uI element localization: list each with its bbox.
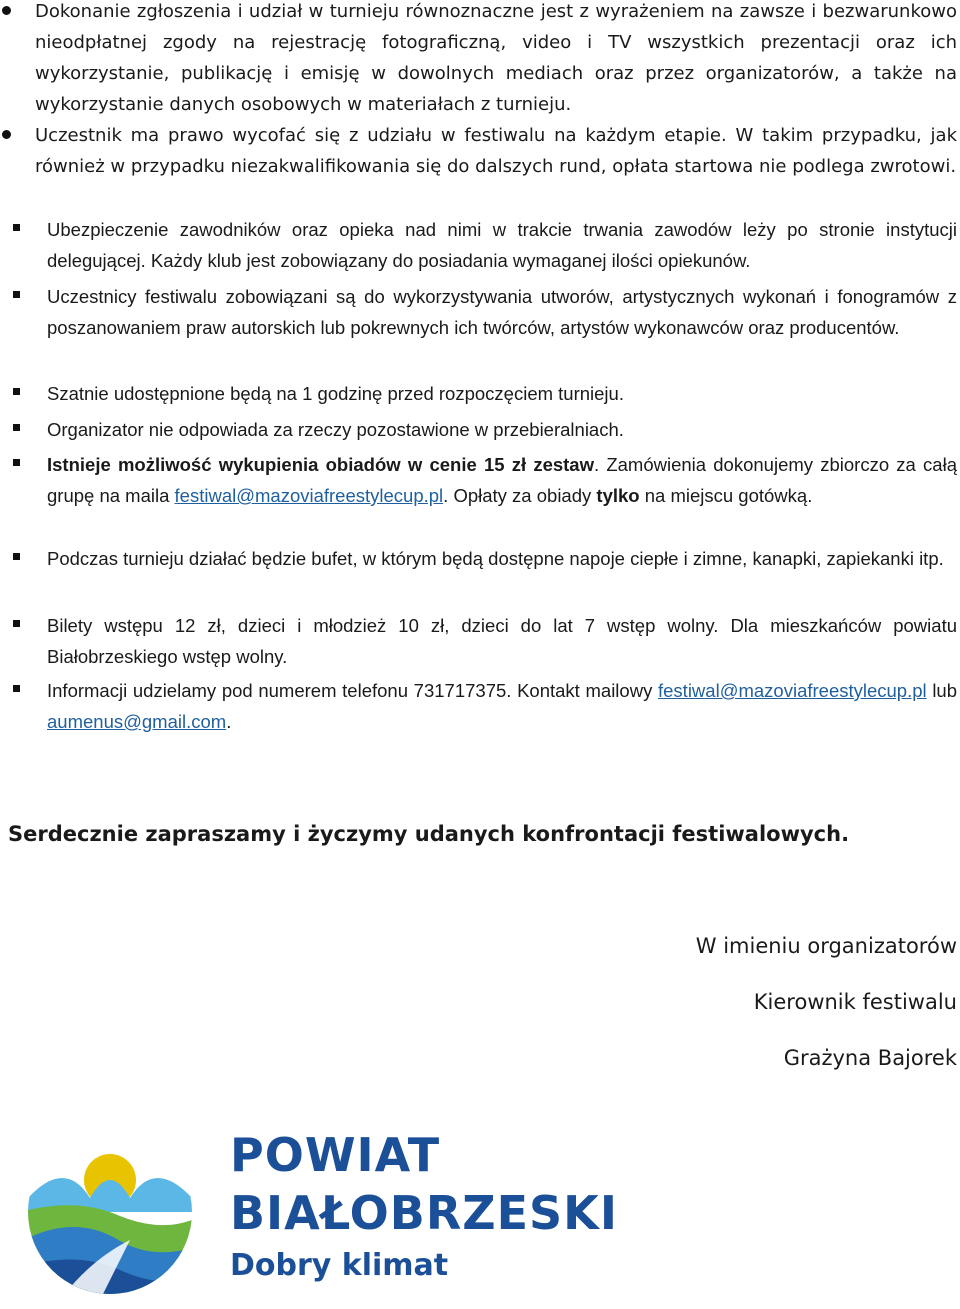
logo-subtitle: BIAŁOBRZESKI xyxy=(230,1186,618,1240)
item-text: Szatnie udostępnione będą na 1 godzinę przed rozpoczęciem turnieju. xyxy=(47,383,624,404)
bullet-square-icon xyxy=(13,459,20,466)
bullet-square-icon xyxy=(13,424,20,431)
list-item xyxy=(0,281,957,343)
item-text: . Opłaty za obiady xyxy=(443,485,597,506)
emphasis-text: tylko xyxy=(596,485,640,506)
item-text: . Zamówienia dokonujemy zbiorczo za całą grupę na maila xyxy=(47,454,957,506)
bullet-square-icon xyxy=(13,224,20,231)
powiat-logo xyxy=(20,1120,620,1300)
list-item xyxy=(0,449,957,511)
bullet-square-icon xyxy=(13,553,20,560)
item-text: lub xyxy=(926,680,958,701)
list-item xyxy=(0,120,957,182)
item-text: Bilety wstępu 12 zł, dzieci i młodzież 10 zł, dzieci do lat 7 wstęp wolny. Dla mieszkańców powiatu Białobrzeskiego wstęp wolny. xyxy=(47,615,957,667)
item-text: Podczas turnieju działać będzie bufet, w którym będą dostępne napoje ciepłe i zimne, kanapki, zapiekanki itp. xyxy=(47,548,944,569)
bullet-square-icon xyxy=(13,291,20,298)
item-text: Ubezpieczenie zawodników oraz opieka nad nimi w trakcie trwania zawodów leży po stronie instytucji delegującej. Każdy klub jest zobowiązany do posiadania wymaganej ilości opiekunów. xyxy=(47,219,957,271)
bullet-dot-icon xyxy=(2,6,11,15)
item-text: Organizator nie odpowiada za rzeczy pozostawione w przebieralniach. xyxy=(47,419,624,440)
email-link[interactable]: festiwal@mazoviafreestylecup.pl xyxy=(174,485,444,506)
bullet-square-icon xyxy=(13,620,20,627)
signature-line: Kierownik festiwalu xyxy=(753,990,957,1014)
meal-offer-text: Istnieje możliwość wykupienia obiadów w cenie 15 zł zestaw xyxy=(47,454,594,475)
landscape-emblem-icon xyxy=(20,1120,200,1300)
list-item xyxy=(0,214,957,276)
item-text: Informacji udzielamy pod numerem telefonu 731717375. Kontakt mailowy xyxy=(47,680,658,701)
closing-greeting: Serdecznie zapraszamy i życzymy udanych konfrontacji festiwalowych. xyxy=(8,822,850,846)
item-text: na miejscu gotówką. xyxy=(639,485,813,506)
list-item xyxy=(0,610,957,672)
list-item xyxy=(0,0,957,120)
item-text: . xyxy=(226,711,232,732)
list-item xyxy=(0,675,957,737)
logo-title: POWIAT xyxy=(230,1128,441,1182)
bullet-square-icon xyxy=(13,388,20,395)
item-text: Dokonanie zgłoszenia i udział w turnieju równoznaczne jest z wyrażeniem na zawsze i bezwarunkowo nieodpłatnej zgody na rejestrację fotograficzną, video i TV wszystkich prezentacji oraz ich wykorzystanie, publikację i emisję w dowolnych mediach oraz przez organizatorów, a także na wykorzystanie danych osobowych w materiałach z turnieju. xyxy=(35,1,957,115)
item-text: Uczestnicy festiwalu zobowiązani są do wykorzystywania utworów, artystycznych wykonań i fonogramów z poszanowaniem praw autorskich lub pokrewnych ich twórców, artystów wykonawców oraz producentów. xyxy=(47,286,957,338)
signature-name: Grażyna Bajorek xyxy=(783,1046,957,1070)
logo-tagline: Dobry klimat xyxy=(230,1248,449,1283)
email-link[interactable]: aumenus@gmail.com xyxy=(47,711,227,732)
bullet-dot-icon xyxy=(2,130,11,139)
list-item xyxy=(0,378,957,409)
item-text: Uczestnik ma prawo wycofać się z udziału w festiwalu na każdym etapie. W takim przypadku, jak również w przypadku niezakwalifikowania się do dalszych rund, opłata startowa nie podlega zwrotowi. xyxy=(35,125,957,177)
bullet-square-icon xyxy=(13,685,20,692)
email-link[interactable]: festiwal@mazoviafreestylecup.pl xyxy=(658,680,927,701)
signature-line: W imieniu organizatorów xyxy=(695,934,957,958)
list-item xyxy=(0,414,957,445)
list-item xyxy=(0,543,957,574)
